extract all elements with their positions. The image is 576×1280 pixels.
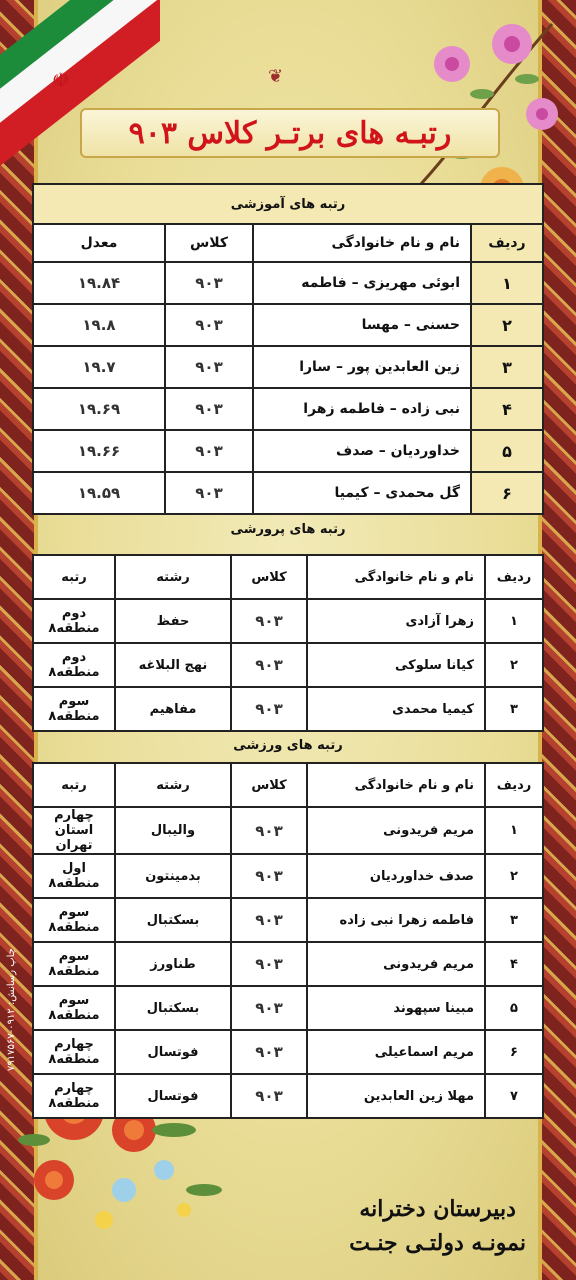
student-name: حسنی – مهسا <box>253 304 471 346</box>
row-number: ۲ <box>485 643 543 687</box>
table-row <box>33 262 543 304</box>
class-value: ۹۰۳ <box>165 262 253 304</box>
grade-value: ۱۹.۸۴ <box>33 262 165 304</box>
table-row <box>33 1074 543 1118</box>
row-number: ۳ <box>485 687 543 731</box>
row-number: ۴ <box>485 942 543 986</box>
row-number: ۲ <box>485 854 543 898</box>
grade-value: ۱۹.۵۹ <box>33 472 165 514</box>
field-value: بسکتبال <box>115 898 231 942</box>
table-row <box>33 430 543 472</box>
class-value: ۹۰۳ <box>165 388 253 430</box>
table-row <box>33 942 543 986</box>
field-value: حفظ <box>115 599 231 643</box>
table-row <box>33 986 543 1030</box>
student-name: نبی زاده – فاطمه زهرا <box>253 388 471 430</box>
table-row <box>33 472 543 514</box>
sports-section-title: رتبه های ورزشی <box>233 738 343 753</box>
table-row <box>33 346 543 388</box>
field-value: فوتسال <box>115 1074 231 1118</box>
field-value: طناورز <box>115 942 231 986</box>
header-rank: رتبه <box>33 763 115 807</box>
field-value: والیبال <box>115 807 231 854</box>
row-number: ۱ <box>471 262 543 304</box>
student-name: کیانا سلوکی <box>307 643 485 687</box>
header-class: کلاس <box>231 763 307 807</box>
printer-credit-text: چاپ رسانش: ۰۹۱۲-۷۹۱۷۵۶۷ <box>6 948 17 1072</box>
rank-value: چهارم منطقه۸ <box>33 1074 115 1118</box>
header-grade: معدل <box>33 224 165 262</box>
class-value: ۹۰۳ <box>165 346 253 388</box>
header-field: رشته <box>115 763 231 807</box>
class-value: ۹۰۳ <box>231 1074 307 1118</box>
row-number: ۶ <box>471 472 543 514</box>
cultural-section-title: رتبه های پرورشی <box>230 522 346 537</box>
field-value: مفاهیم <box>115 687 231 731</box>
student-name: مریم اسماعیلی <box>307 1030 485 1074</box>
row-number: ۳ <box>485 898 543 942</box>
header-name: نام و نام خانوادگی <box>253 224 471 262</box>
flag-emblem-icon: ☫ <box>52 68 70 92</box>
sports-ranks-table <box>32 762 544 1119</box>
grade-value: ۱۹.۷ <box>33 346 165 388</box>
row-number: ۳ <box>471 346 543 388</box>
row-number: ۴ <box>471 388 543 430</box>
title-ornament-icon: ❦ <box>268 66 284 87</box>
title-banner <box>80 108 500 158</box>
rank-value: دوم منطقه۸ <box>33 643 115 687</box>
row-number: ۵ <box>485 986 543 1030</box>
class-value: ۹۰۳ <box>165 430 253 472</box>
table-row <box>33 643 543 687</box>
student-name: زهرا آزادی <box>307 599 485 643</box>
page-title: رتبـه های برتـر کلاس ۹۰۳ <box>128 115 452 151</box>
header-class: کلاس <box>231 555 307 599</box>
field-value: بسکتبال <box>115 986 231 1030</box>
header-class: کلاس <box>165 224 253 262</box>
table-row <box>33 304 543 346</box>
rank-value: چهارم استان تهران <box>33 807 115 854</box>
student-name: خداوردیان – صدف <box>253 430 471 472</box>
rank-value: چهارم منطقه۸ <box>33 1030 115 1074</box>
rank-value: سوم منطقه۸ <box>33 898 115 942</box>
row-number: ۱ <box>485 807 543 854</box>
table-row <box>33 687 543 731</box>
student-name: مریم فریدونی <box>307 807 485 854</box>
header-row-number: ردیف <box>485 763 543 807</box>
row-number: ۷ <box>485 1074 543 1118</box>
field-value: فوتسال <box>115 1030 231 1074</box>
student-name: گل محمدی – کیمیا <box>253 472 471 514</box>
student-name: مهلا زین العابدین <box>307 1074 485 1118</box>
table-row <box>33 1030 543 1074</box>
field-value: نهج البلاغه <box>115 643 231 687</box>
class-value: ۹۰۳ <box>165 304 253 346</box>
class-value: ۹۰۳ <box>231 854 307 898</box>
grade-value: ۱۹.۸ <box>33 304 165 346</box>
student-name: صدف خداوردیان <box>307 854 485 898</box>
school-name-line-1: دبیرستان دخترانه <box>359 1196 516 1222</box>
table-row <box>33 854 543 898</box>
header-name: نام و نام خانوادگی <box>307 555 485 599</box>
academic-section-title: رتبه های آموزشی <box>33 184 543 224</box>
header-field: رشته <box>115 555 231 599</box>
field-value: بدمینتون <box>115 854 231 898</box>
rank-value: اول منطقه۸ <box>33 854 115 898</box>
rank-value: سوم منطقه۸ <box>33 687 115 731</box>
academic-ranks-table <box>32 183 544 515</box>
class-value: ۹۰۳ <box>231 986 307 1030</box>
school-name <box>349 1192 526 1260</box>
table-row <box>33 807 543 854</box>
class-value: ۹۰۳ <box>231 942 307 986</box>
rank-value: سوم منطقه۸ <box>33 986 115 1030</box>
student-name: مریم فریدونی <box>307 942 485 986</box>
row-number: ۲ <box>471 304 543 346</box>
rank-value: سوم منطقه۸ <box>33 942 115 986</box>
header-row-number: ردیف <box>485 555 543 599</box>
grade-value: ۱۹.۶۹ <box>33 388 165 430</box>
class-value: ۹۰۳ <box>231 807 307 854</box>
row-number: ۱ <box>485 599 543 643</box>
grade-value: ۱۹.۶۶ <box>33 430 165 472</box>
header-row-number: ردیف <box>471 224 543 262</box>
student-name: فاطمه زهرا نبی زاده <box>307 898 485 942</box>
table-row <box>33 898 543 942</box>
table-row <box>33 388 543 430</box>
cultural-ranks-table <box>32 554 544 732</box>
class-value: ۹۰۳ <box>231 599 307 643</box>
class-value: ۹۰۳ <box>231 898 307 942</box>
class-value: ۹۰۳ <box>165 472 253 514</box>
header-rank: رتبه <box>33 555 115 599</box>
table-row <box>33 599 543 643</box>
class-value: ۹۰۳ <box>231 687 307 731</box>
student-name: زین العابدین پور – سارا <box>253 346 471 388</box>
row-number: ۵ <box>471 430 543 472</box>
class-value: ۹۰۳ <box>231 643 307 687</box>
student-name: کیمیا محمدی <box>307 687 485 731</box>
row-number: ۶ <box>485 1030 543 1074</box>
rank-value: دوم منطقه۸ <box>33 599 115 643</box>
student-name: ابوئی مهریزی – فاطمه <box>253 262 471 304</box>
header-name: نام و نام خانوادگی <box>307 763 485 807</box>
school-name-line-2: نمونـه دولتـی جنـت <box>349 1230 526 1256</box>
class-value: ۹۰۳ <box>231 1030 307 1074</box>
student-name: مبینا سپهوند <box>307 986 485 1030</box>
